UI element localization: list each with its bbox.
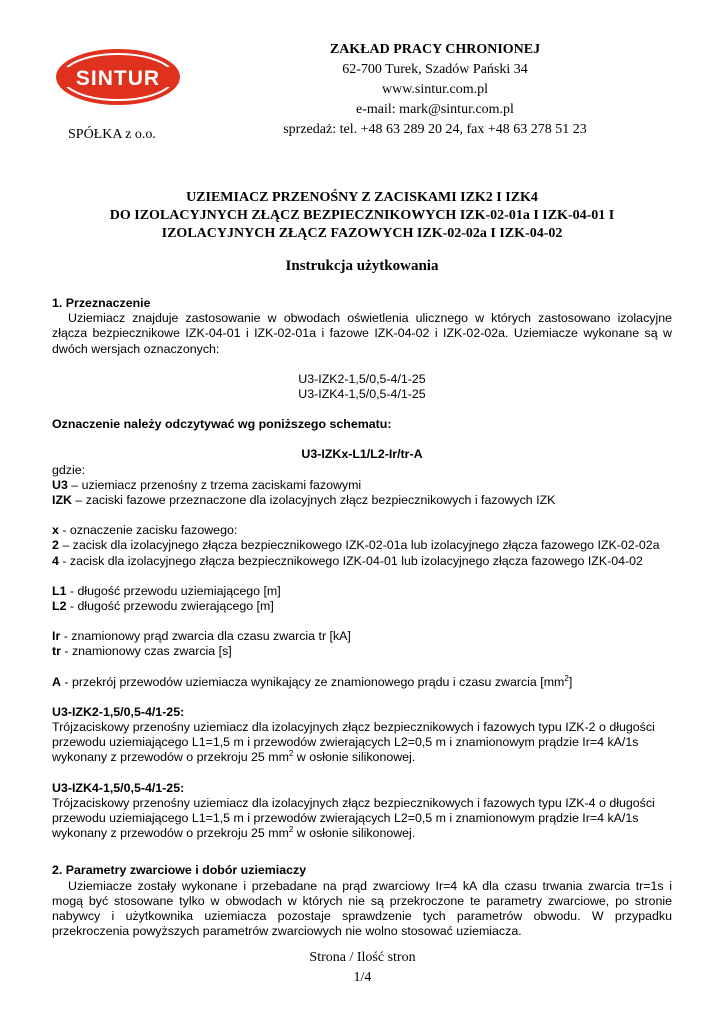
- def-2: 2 – zacisk dla izolacyjnego złącza bezpiecznikowego IZK-02-01a lub izolacyjnego złącza fazowego IZK-02-02a: [52, 538, 660, 553]
- document-body: [52, 296, 672, 940]
- section1-heading: 1. Przeznaczenie: [52, 296, 151, 310]
- page-number: 1/4: [353, 970, 372, 985]
- def-a: A - przekrój przewodów uziemiacza wynikający ze znamionowego prądu i czasu zwarcia $[mm^2]$: [52, 673, 573, 689]
- company-header: [250, 40, 620, 140]
- variant-1-heading: U3-IZK2-1,5/0,5-4/1-25:: [52, 704, 185, 719]
- variant-1-text: Trójzaciskowy przenośny uziemiacz dla izolacyjnych złącz bezpiecznikowych i fazowych typu IZK-2 o długości przewodu uziemiającego L1=1,5 m i przewodów zwierających L2=0,5 m i znamionowym prądzie Ir=4 kA/1s wykonany z przewodów o przekroju 25 $mm^2$ w osłonie silikonowej.: [52, 720, 655, 765]
- title-line-1: UZIEMIACZ PRZENOŚNY Z ZACISKAMI IZK2 I IZK4: [186, 190, 538, 205]
- document-title: [52, 189, 672, 243]
- company-sales: sprzedaż: tel. +48 63 289 20 24, fax +48 63 278 51 23: [283, 122, 587, 137]
- variant-2-heading: U3-IZK4-1,5/0,5-4/1-25:: [52, 780, 185, 795]
- company-website[interactable]: www.sintur.com.pl: [381, 82, 489, 97]
- company-email[interactable]: e-mail: mark@sintur.com.pl: [356, 102, 514, 117]
- version-1: U3-IZK2-1,5/0,5-4/1-25: [298, 371, 426, 386]
- version-2: U3-IZK4-1,5/0,5-4/1-25: [298, 387, 426, 402]
- variant-2-text: Trójzaciskowy przenośny uziemiacz dla izolacyjnych złącz bezpiecznikowych i fazowych typu IZK-4 o długości przewodu uziemiającego L1=1,5 m i przewodów zwierających L2=0,5 m i znamionowym prądzie Ir=4 kA/1s wykonany z przewodów o przekroju 25 $mm^2$ w osłonie silikonowej.: [52, 795, 655, 841]
- schema-heading: Oznaczenie należy odczytywać wg poniższego schematu:: [52, 417, 392, 432]
- document-subtitle: Instrukcja użytkowania: [285, 258, 439, 274]
- def-l1: L1 - długość przewodu uziemiającego [m]: [52, 583, 281, 598]
- def-u3: U3 – uziemiacz przenośny z trzema zaciskami fazowymi: [52, 477, 362, 492]
- schema-code: U3-IZKx-L1/L2-Ir/tr-A: [301, 447, 423, 462]
- title-line-2: DO IZOLACYJNYCH ZŁĄCZ BEZPIECZNIKOWYCH IZK-02-01a I IZK-04-01 I: [109, 208, 615, 223]
- def-izk: IZK – zaciski fazowe przeznaczone dla izolacyjnych złącz bezpiecznikowych i fazowych IZK: [52, 493, 556, 508]
- title-line-3: IZOLACYJNYCH ZŁĄCZ FAZOWYCH IZK-02-02a I IZK-04-02: [161, 226, 563, 241]
- company-name: ZAKŁAD PRACY CHRONIONEJ: [329, 42, 541, 57]
- section2-text: Uziemiacze zostały wykonane i przebadane na prąd zwarciowy Ir=4 kA dla czasu trwania zwarcia tr=1s i mogą być stosowane tylko w obwodach w których nie są przekroczone te parametry zwarciowe, po stronie nabywcy i użytkownika uziemiacza pozostaje sprawdzenie tych parametrów obwodu. W przypadku przekroczenia powyższych parametrów zwarciowych nie wolno stosować uziemiacza.: [52, 878, 672, 939]
- page-footer: [250, 948, 475, 988]
- company-address: 62-700 Turek, Szadów Pański 34: [342, 62, 528, 77]
- company-type: SPÓŁKA z o.o.: [68, 127, 156, 142]
- where-label: gdzie:: [52, 462, 86, 477]
- def-tr: tr - znamionowy czas zwarcia [s]: [52, 644, 232, 659]
- def-ir: Ir - znamionowy prąd zwarcia dla czasu zwarcia tr [kA]: [52, 629, 351, 644]
- def-x: x - oznaczenie zacisku fazowego:: [52, 523, 238, 538]
- section1-text: Uziemiacz znajduje zastosowanie w obwodach oświetlenia ulicznego w których zastosowano izolacyjne złącza bezpiecznikowe IZK-04-01 i IZK-02-01a i fazowe IZK-04-02 i IZK-02-02a. Uziemiacze wykonane są w dwóch wersjach oznaczonych:: [52, 311, 672, 356]
- section2-heading: 2. Parametry zwarciowe i dobór uziemiaczy: [52, 863, 307, 878]
- logo-text: SINTUR: [75, 67, 161, 90]
- def-l2: L2 - długość przewodu zwierającego [m]: [52, 599, 274, 614]
- sintur-logo: [55, 48, 181, 106]
- def-4: 4 - zacisk dla izolacyjnego złącza bezpiecznikowego IZK-04-01 lub izolacyjnego złącza fazowego IZK-04-02: [52, 553, 643, 568]
- page-count-label: Strona / Ilość stron: [309, 950, 416, 965]
